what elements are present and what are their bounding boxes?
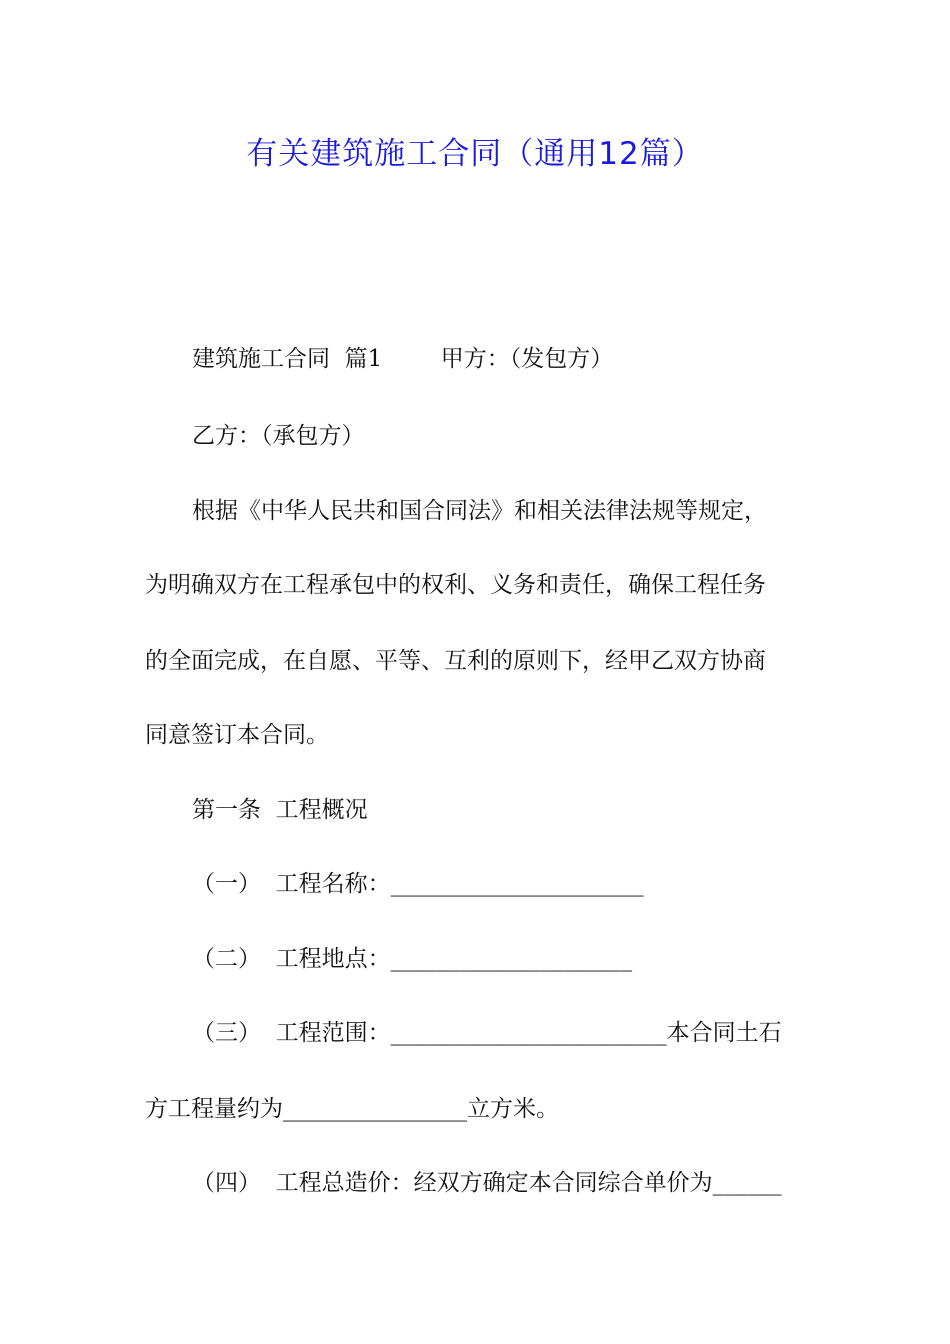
project-scope-line: （三） 工程范围：________________________本合同土石 xyxy=(192,1020,782,1046)
paragraph-line: 的全面完成，在自愿、平等、互利的原则下，经甲乙双方协商 xyxy=(145,648,766,674)
document-title: 有关建筑施工合同（通用12篇） xyxy=(246,136,704,172)
party-b-line: 乙方：（承包方） xyxy=(192,423,365,449)
paragraph-line: 根据《中华人民共和国合同法》和相关法律法规等规定， xyxy=(192,498,767,524)
project-name-line: （一） 工程名称：______________________ xyxy=(192,871,644,897)
total-cost-line: （四） 工程总造价：经双方确定本合同综合单价为______ xyxy=(192,1170,782,1196)
contract-heading-line: 建筑施工合同 篇1 甲方：（发包方） xyxy=(192,346,614,372)
project-location-line: （二） 工程地点：_____________________ xyxy=(192,946,633,972)
paragraph-line: 为明确双方在工程承包中的权利、义务和责任，确保工程任务 xyxy=(145,572,766,598)
paragraph-line: 同意签订本合同。 xyxy=(145,722,329,748)
article-heading: 第一条 工程概况 xyxy=(192,797,368,823)
paragraph-line: 方工程量约为________________立方米。 xyxy=(145,1096,559,1122)
